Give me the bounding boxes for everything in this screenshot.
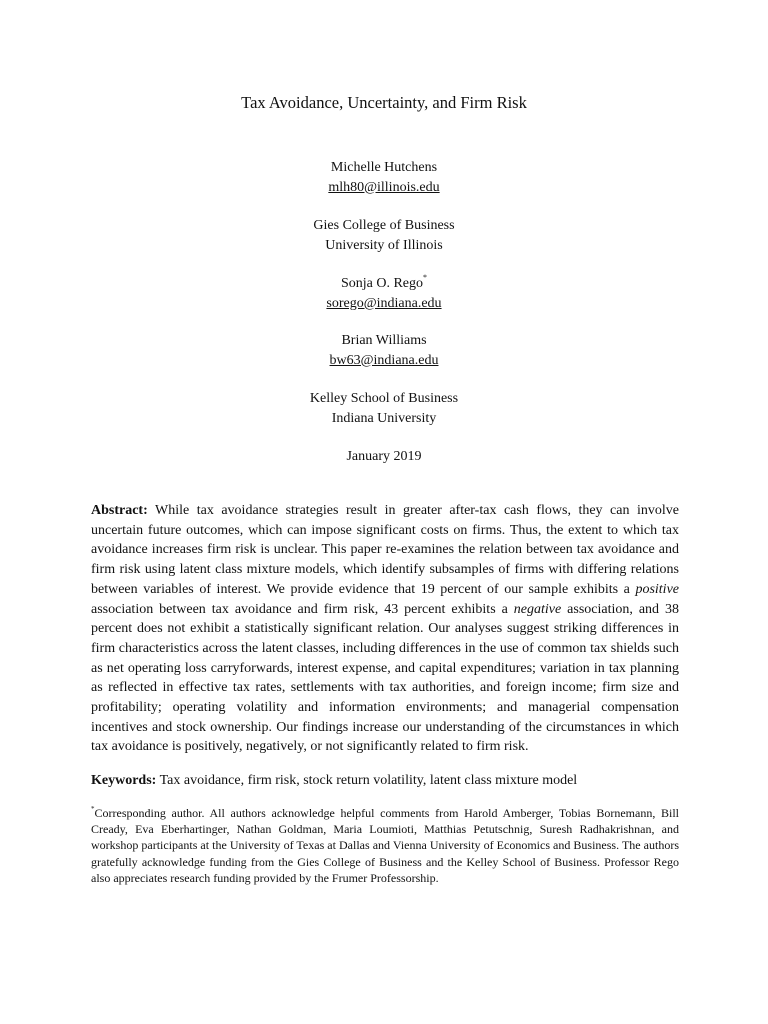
abstract-emphasis-negative: negative xyxy=(513,601,562,617)
abstract-text: While tax avoidance strategies result in greater after-tax cash flows, they can involve uncertain future outcomes, which can impose significant costs on firms. Thus, the extent to which tax avoidance increases firm risk is unclear. This paper re-examines the relation between tax avoidance and firm risk using latent class mixture models, which identify subsamples of firms with differing relations between variables of interest. We provide evidence that 19 percent of our sample exhibits a xyxy=(91,503,679,597)
affiliation-line: Indiana University xyxy=(331,410,437,426)
affiliation-line: Gies College of Business xyxy=(313,218,455,233)
affiliation-line: Kelley School of Business xyxy=(309,391,459,406)
author-block-williams xyxy=(0,331,768,370)
footnote-marker: * xyxy=(91,805,95,813)
author-name: Sonja O. Rego xyxy=(340,276,424,291)
abstract-paragraph xyxy=(91,501,679,757)
author-name: Brian Williams xyxy=(341,333,427,348)
author-email[interactable]: mlh80@illinois.edu xyxy=(328,179,440,195)
paper-date xyxy=(0,447,768,467)
author-name: Michelle Hutchens xyxy=(330,160,438,175)
paper-title: Tax Avoidance, Uncertainty, and Firm Risk xyxy=(241,93,527,112)
date-text: January 2019 xyxy=(346,449,422,464)
footnote xyxy=(91,805,679,886)
author-block-hutchens xyxy=(0,158,768,197)
abstract-emphasis-positive: positive xyxy=(635,581,679,597)
author-name-line xyxy=(0,274,768,294)
abstract-text: association, and 38 percent does not exhibit a statistically significant relation. Our analyses suggest striking differences in firm characteristics across the latent classes, including differences in the use of common tax shields such as net operating loss carryforwards, interest expense, and capital expenditures; variation in tax planning as reflected in effective tax rates, settlements with tax authorities, and foreign income; firm size and profitability; operating volatility and information environments; and managerial compensation incentives and stock ownership. Our findings increase our understanding of the circumstances in which tax avoidance is positively, negatively, or not significantly related to firm risk. xyxy=(91,601,679,755)
affiliation-block-illinois xyxy=(0,216,768,255)
abstract-text: association between tax avoidance and firm risk, 43 percent exhibits a xyxy=(91,601,514,617)
keywords-line xyxy=(91,771,679,791)
corresponding-author-marker: * xyxy=(423,273,428,282)
affiliation-line: University of Illinois xyxy=(325,237,443,253)
affiliation-block-indiana xyxy=(0,389,768,428)
keywords-label: Keywords: xyxy=(91,773,157,788)
keywords-text: Tax avoidance, firm risk, stock return volatility, latent class mixture model xyxy=(156,773,578,788)
abstract-label: Abstract: xyxy=(91,503,148,518)
author-email[interactable]: bw63@indiana.edu xyxy=(329,352,439,368)
footnote-text: Corresponding author. All authors acknowledge helpful comments from Harold Amberger, Tobias Bornemann, Bill Cready, Eva Eberhartinger, Nathan Goldman, Maria Loumioti, Matthias Petutschnig, Suresh Radhakrishnan, and workshop participants at the University of Texas at Dallas and Vienna University of Economics and Business. The authors gratefully acknowledge funding from the Gies College of Business and the Kelley School of Business. Professor Rego also appreciates research funding provided by the Frumer Professorship. xyxy=(91,806,679,885)
author-email[interactable]: sorego@indiana.edu xyxy=(326,295,442,311)
author-block-rego xyxy=(0,274,768,313)
